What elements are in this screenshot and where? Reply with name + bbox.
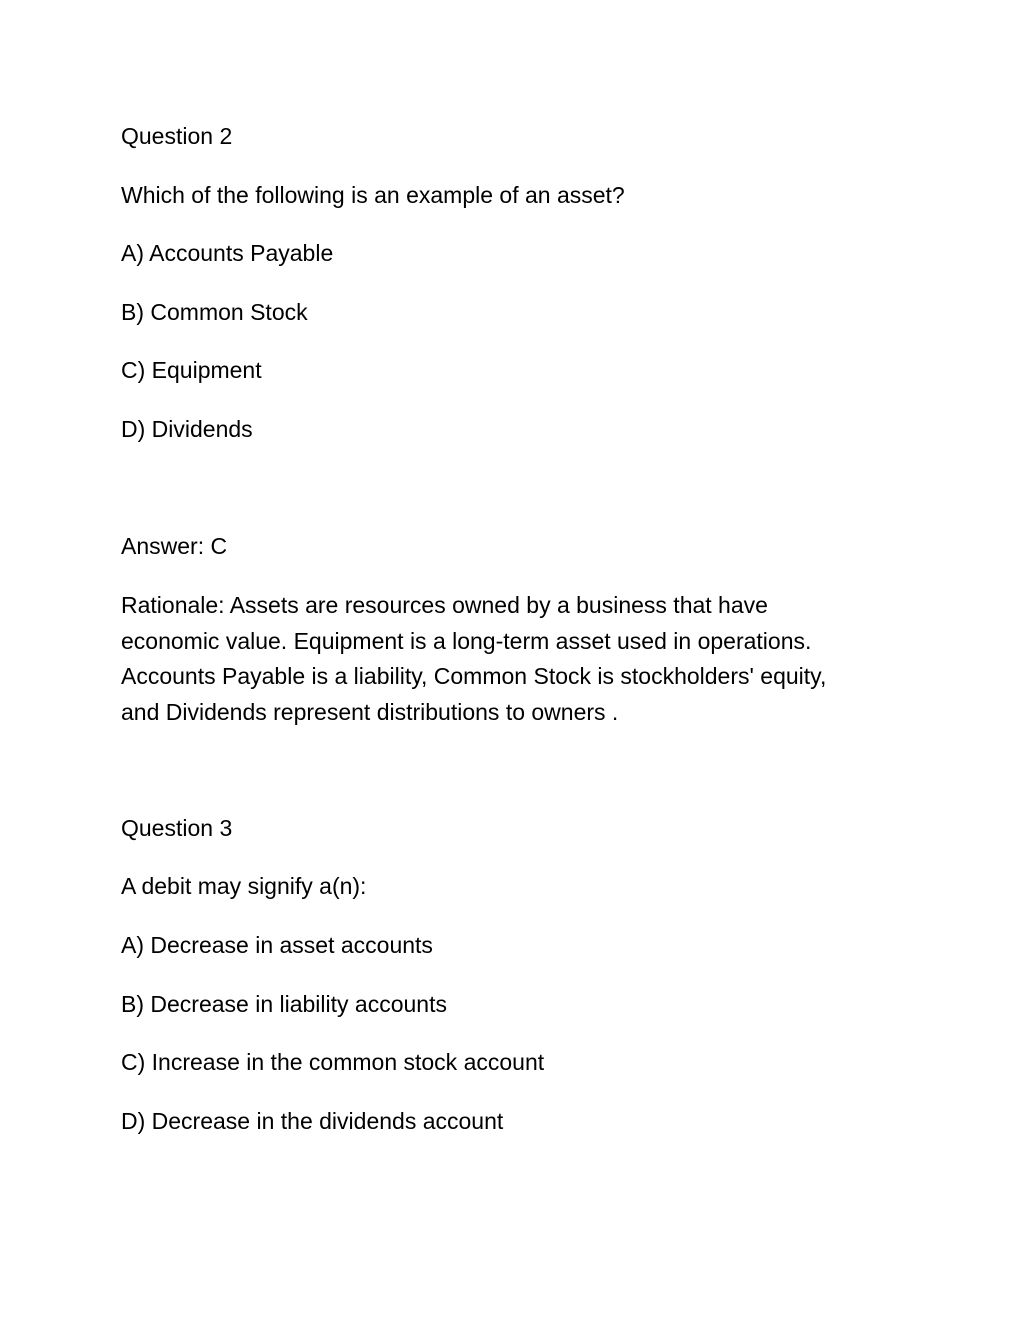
question-2-option-d: D) Dividends bbox=[121, 416, 253, 442]
rationale-line: economic value. Equipment is a long-term asset used in operations. bbox=[121, 627, 812, 654]
question-3-prompt: A debit may signify a(n): bbox=[121, 873, 367, 899]
question-2-option-a: A) Accounts Payable bbox=[121, 240, 334, 266]
rationale-line: and Dividends represent distributions to owners . bbox=[121, 698, 619, 725]
question-3-option-d: D) Decrease in the dividends account bbox=[121, 1108, 504, 1134]
question-2-rationale bbox=[121, 588, 891, 730]
question-2-prompt: Which of the following is an example of an asset? bbox=[121, 182, 625, 208]
rationale-line: Rationale: Assets are resources owned by a business that have bbox=[121, 592, 768, 618]
question-2-option-c: C) Equipment bbox=[121, 357, 262, 383]
question-3-heading: Question 3 bbox=[121, 815, 233, 841]
rationale-line: Accounts Payable is a liability, Common Stock is stockholders' equity, bbox=[121, 663, 827, 689]
question-2-option-b: B) Common Stock bbox=[121, 299, 308, 325]
question-3-option-a: A) Decrease in asset accounts bbox=[121, 932, 433, 958]
question-3-option-c: C) Increase in the common stock account bbox=[121, 1049, 545, 1075]
question-2-heading: Question 2 bbox=[121, 123, 233, 149]
question-3-option-b: B) Decrease in liability accounts bbox=[121, 991, 447, 1017]
question-2-answer: Answer: C bbox=[121, 533, 228, 559]
